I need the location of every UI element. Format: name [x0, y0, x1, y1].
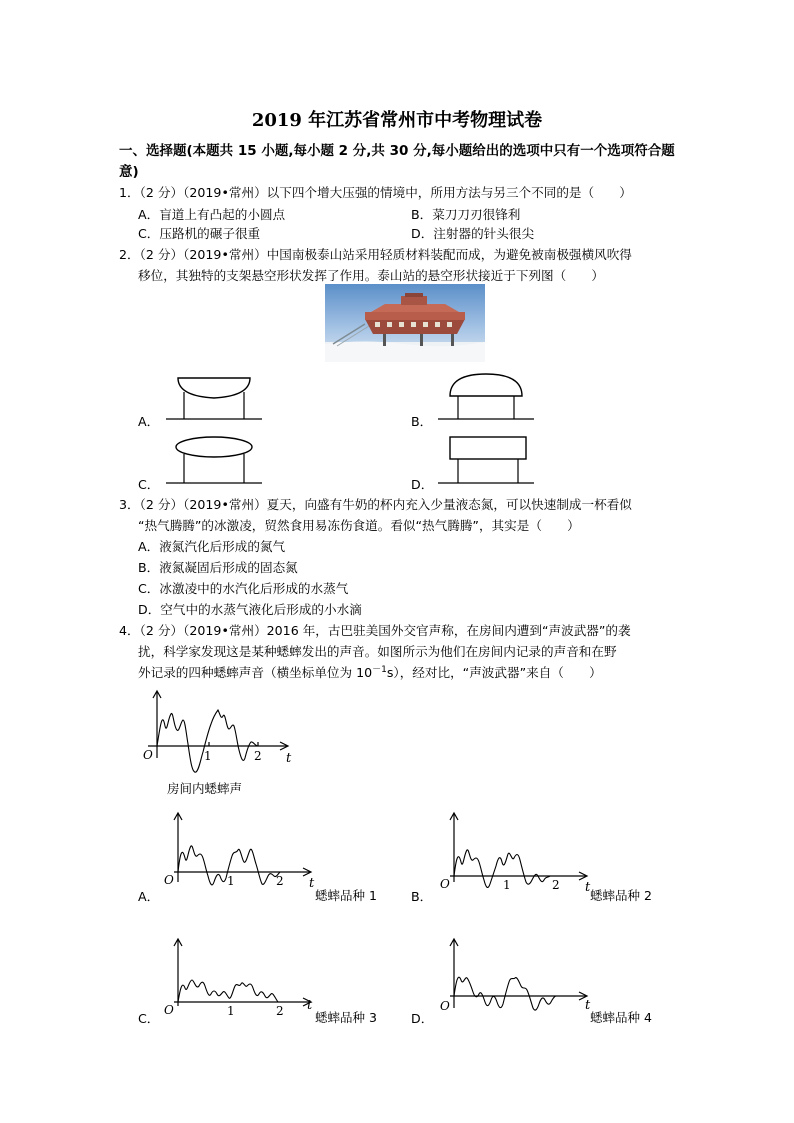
room-origin-label: O: [143, 748, 153, 762]
c-origin-label: O: [164, 1003, 174, 1017]
q3-stem-line1: 3．（2 分）（2019•常州）夏天，向盛有牛奶的杯内充入少量液态氮，可以快速制成一杯看似: [119, 497, 632, 512]
q1-option-d: D．注射器的针头很尖: [411, 226, 535, 241]
d-origin-label: O: [440, 999, 450, 1013]
q1-stem: 1．（2 分）（2019•常州）以下四个增大压强的情境中，所用方法与另三个不同的是（ ）: [119, 185, 632, 200]
q4-stem-line2: 扰，科学家发现这是某种蟋蟀发出的声音。如图所示为他们在房间内记录的声音和在野: [138, 644, 617, 659]
q2-option-a-label: A．: [138, 414, 160, 429]
q4-option-c-label: C．: [138, 1011, 160, 1026]
b-tick-2: 2: [552, 878, 560, 892]
room-waveform-graph: [140, 688, 300, 778]
a-tick-2: 2: [276, 874, 284, 888]
q1-option-b: B．菜刀刀刃很锋利: [411, 207, 521, 222]
section-header-line2: 意): [119, 164, 139, 180]
q2-option-d-figure: [438, 434, 538, 486]
q4-stem-line3-start: 外记录的四种蟋蟀声音（横坐标单位为 10: [138, 665, 373, 681]
b-origin-label: O: [440, 877, 450, 891]
q2-stem-line1: 2．（2 分）（2019•常州）中国南极泰山站采用轻质材料装配而成，为避免被南极强横风吹得: [119, 247, 632, 262]
q4-option-b-label: B．: [411, 889, 433, 904]
q4-stem-line1: 4．（2 分）（2019•常州）2016 年，古巴驻美国外交官声称，在房间内遭到“声波武器”的袭: [119, 623, 631, 638]
q3-stem-line2: “热气腾腾”的冰激凌，贸然食用易冻伤食道。看似“热气腾腾”，其实是（ ）: [138, 518, 580, 533]
q4-option-a-caption: 蟋蟀品种 1: [315, 888, 377, 903]
q2-option-c-figure: [166, 434, 266, 486]
q3-option-d: D．空气中的水蒸气液化后形成的小水滴: [138, 602, 362, 617]
d-axis-label: t: [585, 998, 591, 1013]
a-tick-1: 1: [227, 874, 235, 888]
q3-option-c: C．冰激凌中的水汽化后形成的水蒸气: [138, 581, 349, 596]
q4-option-d-caption: 蟋蟀品种 4: [590, 1010, 652, 1025]
section-header-line1: 一、选择题(本题共 15 小题,每小题 2 分,共 30 分,每小题给出的选项中只有一个选项符合题: [119, 143, 675, 159]
room-tick-2: 2: [254, 749, 262, 763]
q3-option-a: A．液氮汽化后形成的氮气: [138, 539, 286, 554]
room-axis-label: t: [286, 751, 292, 766]
room-waveform-caption: 房间内蟋蟀声: [167, 781, 243, 796]
a-axis-label: t: [309, 876, 315, 891]
b-axis-label: t: [585, 880, 591, 895]
q4-stem-line3: [138, 662, 602, 681]
q4-option-d-label: D．: [411, 1011, 434, 1026]
q4-option-b-caption: 蟋蟀品种 2: [590, 888, 652, 903]
q2-option-d-label: D．: [411, 477, 434, 492]
q4-option-a-label: A．: [138, 889, 160, 904]
q1-option-c: C．压路机的碾子很重: [138, 226, 261, 241]
q4-unit-exponent: －1: [372, 665, 387, 675]
q1-option-a: A．盲道上有凸起的小圆点: [138, 207, 286, 222]
q2-option-c-label: C．: [138, 477, 160, 492]
q4-option-c-graph: [162, 936, 322, 1018]
taishan-station-photo: [325, 284, 485, 362]
c-axis-label: t: [307, 998, 313, 1013]
q2-option-b-label: B．: [411, 414, 433, 429]
q2-option-a-figure: [166, 372, 266, 422]
q3-option-b: B．液氮凝固后形成的固态氮: [138, 560, 298, 575]
room-tick-1: 1: [204, 749, 212, 763]
q4-option-c-caption: 蟋蟀品种 3: [315, 1010, 377, 1025]
c-tick-1: 1: [227, 1004, 235, 1018]
a-origin-label: O: [164, 873, 174, 887]
q4-option-b-graph: [438, 810, 598, 895]
c-tick-2: 2: [276, 1004, 284, 1018]
q2-option-b-figure: [438, 370, 538, 422]
q4-stem-line3-end: s），经对比，“声波武器”来自（ ）: [386, 665, 602, 681]
page-title: 2019 年江苏省常州市中考物理试卷: [251, 110, 543, 131]
q4-option-d-graph: [438, 936, 598, 1018]
b-tick-1: 1: [503, 878, 511, 892]
q2-stem-line2: 移位，其独特的支架悬空形状发挥了作用。泰山站的悬空形状接近于下列图（ ）: [138, 268, 604, 283]
q4-option-a-graph: [162, 810, 322, 892]
